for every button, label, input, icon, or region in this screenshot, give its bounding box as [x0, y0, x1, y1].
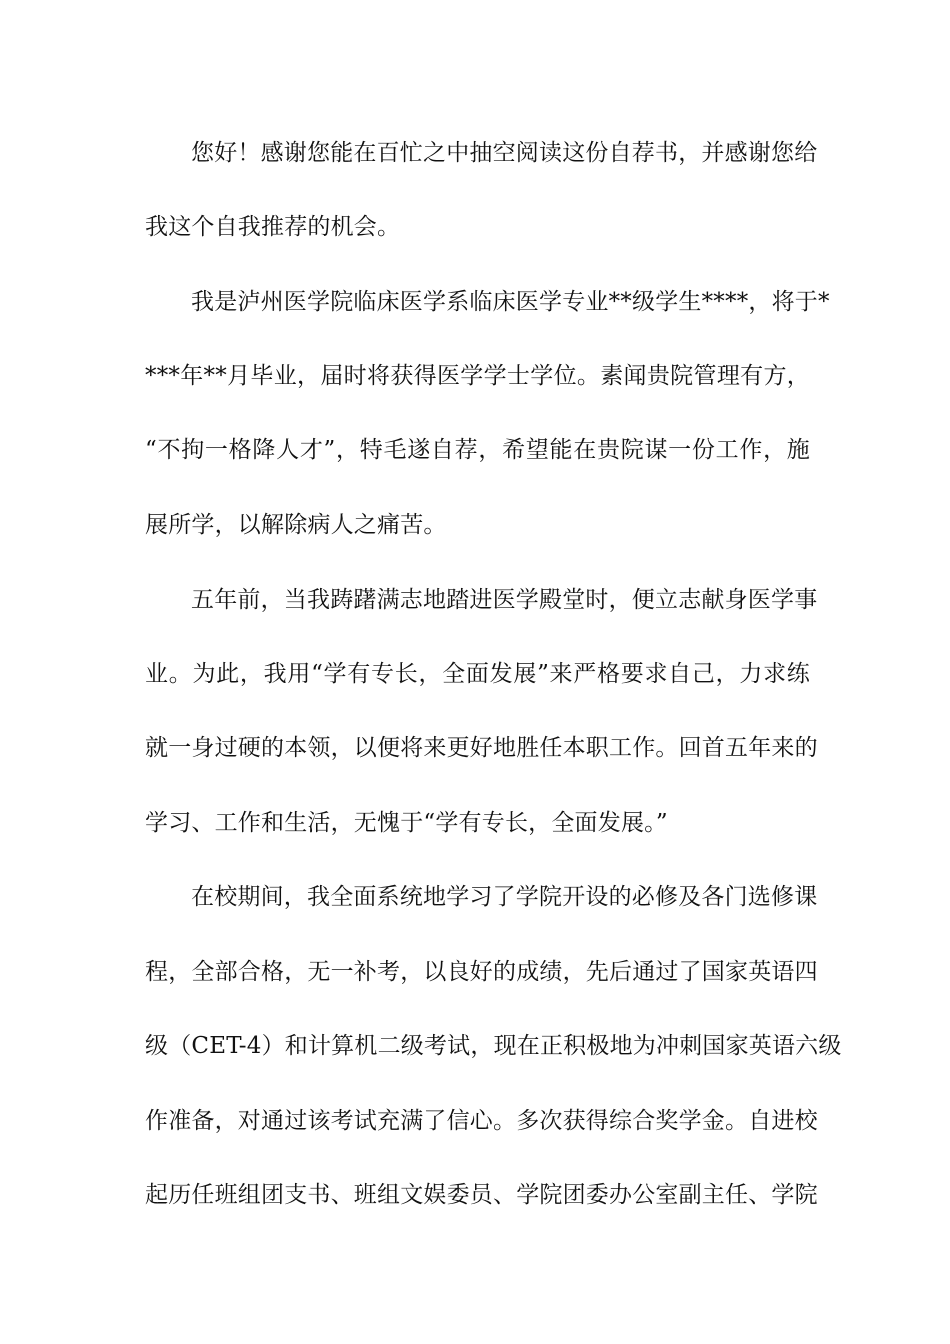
paragraph-1-line-2: 我这个自我推荐的机会。 — [145, 214, 401, 240]
paragraph-2-line-3: “不拘一格降人才”，特毛遂自荐，希望能在贵院谋一份工作，施 — [145, 437, 810, 463]
paragraph-3-line-1: 五年前，当我踌躇满志地踏进医学殿堂时，便立志献身医学事 — [191, 587, 818, 613]
paragraph-3-line-3: 就一身过硬的本领，以便将来更好地胜任本职工作。回首五年来的 — [145, 735, 818, 761]
paragraph-2-line-4: 展所学，以解除病人之痛苦。 — [145, 512, 447, 538]
paragraph-2-line-1: 我是泸州医学院临床医学系临床医学专业**级学生****，将于* — [191, 289, 830, 315]
paragraph-3-line-2: 业。为此，我用“学有专长，全面发展”来严格要求自己，力求练 — [145, 661, 810, 687]
paragraph-4-line-5: 起历任班组团支书、班组文娱委员、学院团委办公室副主任、学院 — [145, 1182, 818, 1208]
paragraph-2-line-2: ***年**月毕业，届时将获得医学学士学位。素闻贵院管理有方， — [145, 363, 810, 389]
paragraph-1-line-1: 您好！感谢您能在百忙之中抽空阅读这份自荐书，并感谢您给 — [191, 140, 818, 166]
paragraph-4-line-4: 作准备，对通过该考试充满了信心。多次获得综合奖学金。自进校 — [145, 1108, 818, 1134]
paragraph-3-line-4: 学习、工作和生活，无愧于“学有专长，全面发展。” — [145, 810, 668, 836]
paragraph-4-line-2: 程，全部合格，无一补考，以良好的成绩，先后通过了国家英语四 — [145, 959, 818, 985]
paragraph-4-line-3: 级（CET-4）和计算机二级考试，现在正积极地为冲刺国家英语六级 — [145, 1033, 842, 1059]
paragraph-4-line-1: 在校期间，我全面系统地学习了学院开设的必修及各门选修课 — [191, 884, 818, 910]
